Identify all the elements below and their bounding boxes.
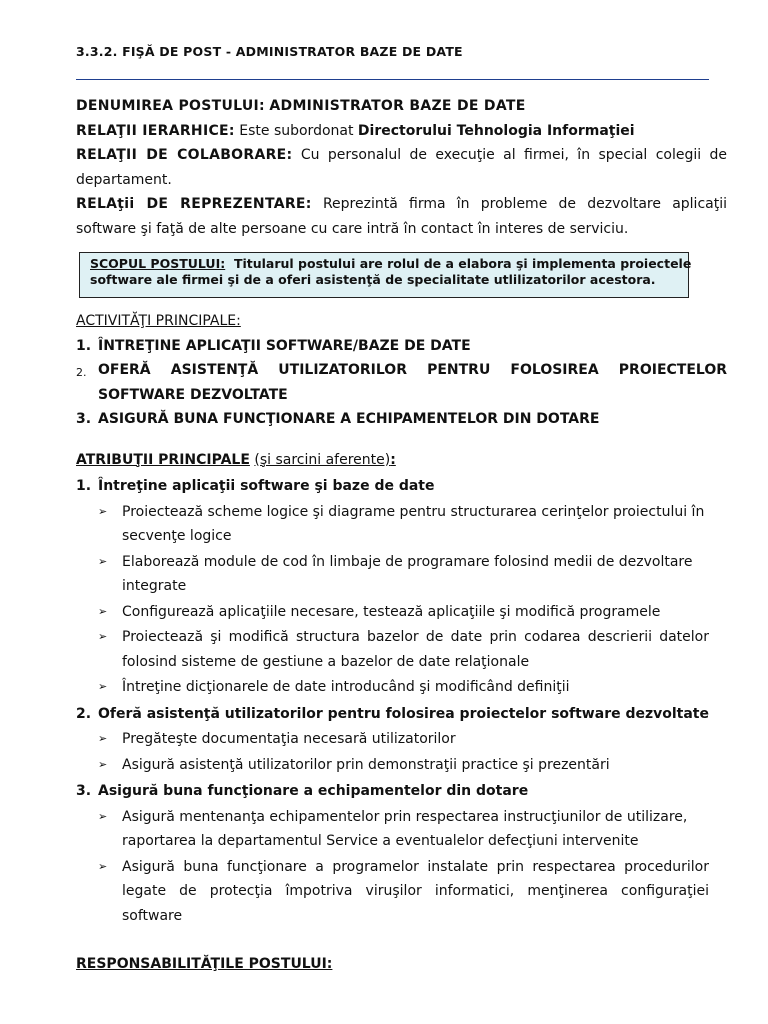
representation-text: Reprezintă firma în probleme de dezvoltare aplicaţii software şi faţă de alte persoane cu care intră în contact în interes de serviciu. <box>76 196 727 237</box>
attribution-number: 1. <box>76 478 92 494</box>
scope-box <box>79 252 692 298</box>
hierarchy-label: RELAŢII IERARHICE: <box>76 122 235 139</box>
post-name-value: ADMINISTRATOR BAZE DE DATE <box>269 98 526 114</box>
scope-line-1 <box>90 256 692 272</box>
list-item <box>76 855 727 929</box>
attributions-title-main: ATRIBUŢII PRINCIPALE <box>76 451 250 468</box>
activity-text: OFERĂ ASISTENŢĂ UTILIZATORILOR PENTRU FOLOSIREA PROIECTELOR SOFTWARE DEZVOLTATE <box>98 362 727 403</box>
attribution-group-title <box>76 702 727 727</box>
activities-title: ACTIVITĂŢI PRINCIPALE: <box>76 313 241 329</box>
arrowhead-bullet-icon: ➢ <box>98 680 108 693</box>
activity-number: 1. <box>76 337 92 354</box>
attributions-title <box>76 448 727 473</box>
activity-item <box>76 358 727 407</box>
arrowhead-bullet-icon: ➢ <box>98 630 108 643</box>
collaboration-text: Cu personalul de execuţie al firmei, în special colegii de departament. <box>76 147 728 188</box>
arrowhead-bullet-icon: ➢ <box>98 732 108 745</box>
post-name-line <box>76 94 727 119</box>
list-item-text: Configurează aplicaţiile necesare, testează aplicaţiile şi modifică programele <box>122 603 661 620</box>
attribution-group-title <box>76 779 727 804</box>
list-item <box>76 675 727 700</box>
attribution-title: Întreţine aplicaţii software şi baze de date <box>98 478 435 494</box>
list-item <box>76 500 727 549</box>
collaboration-label: RELAŢII DE COLABORARE: <box>76 147 293 163</box>
attribution-group-title <box>76 474 727 499</box>
list-item-text: Proiectează şi modifică structura bazelor de date prin codarea descrierii datelor folosind sisteme de gestiune a bazelor de date relaţionale <box>122 629 709 670</box>
hierarchy-line <box>76 119 727 144</box>
activity-number: 3. <box>76 411 92 427</box>
list-item-text: Proiectează scheme logice şi diagrame pentru structurarea cerinţelor proiectului în secvenţe logice <box>122 503 705 544</box>
list-item <box>76 753 727 778</box>
activity-item <box>76 407 727 432</box>
arrowhead-bullet-icon: ➢ <box>98 859 108 873</box>
scope-text-1: Titularul postului are rolul de a elabora şi implementa proiectele <box>233 256 692 271</box>
arrowhead-bullet-icon: ➢ <box>98 604 108 618</box>
document-header: 3.3.2. FIŞĂ DE POST - ADMINISTRATOR BAZE DE DATE <box>76 44 463 59</box>
scope-text-2: software ale firmei şi de a oferi asistenţă de specialitate utlilizatorilor acestora. <box>90 272 656 287</box>
activity-number: 2. <box>76 366 87 379</box>
list-item <box>76 625 727 674</box>
list-item <box>76 727 727 752</box>
responsibilities-title: RESPONSABILITĂŢILE POSTULUI: <box>76 956 333 972</box>
arrowhead-bullet-icon: ➢ <box>98 554 108 568</box>
activity-text: ÎNTREŢINE APLICAŢII SOFTWARE/BAZE DE DATE <box>98 337 471 354</box>
attributions-title-colon: : <box>390 451 396 468</box>
document-body <box>76 94 727 977</box>
list-item-text: Asigură buna funcţionare a programelor instalate prin respectarea procedurilor legate de protecţia împotriva viruşilor informatici, menţinerea configuraţiei software <box>122 858 709 924</box>
arrowhead-bullet-icon: ➢ <box>98 809 108 823</box>
collaboration-paragraph <box>76 143 727 192</box>
arrowhead-bullet-icon: ➢ <box>98 504 108 518</box>
attributions-title-sub: (şi sarcini aferente) <box>254 451 391 468</box>
representation-paragraph <box>76 192 727 241</box>
attribution-number: 2. <box>76 705 92 722</box>
attribution-title: Asigură buna funcţionare a echipamentelor din dotare <box>98 783 529 799</box>
attribution-number: 3. <box>76 783 92 799</box>
list-item <box>76 805 727 854</box>
list-item <box>76 550 727 599</box>
hierarchy-superior: Directorului Tehnologia Informaţiei <box>357 122 635 139</box>
list-item-text: Întreţine dicţionarele de date introducând şi modificând definiţii <box>122 679 570 695</box>
attribution-title: Oferă asistenţă utilizatorilor pentru folosirea proiectelor software dezvoltate <box>98 705 709 722</box>
hierarchy-text: Este subordonat <box>239 122 354 139</box>
list-item-text: Pregăteşte documentaţia necesară utilizatorilor <box>122 731 456 747</box>
post-name-label: DENUMIREA POSTULUI: <box>76 98 265 114</box>
representation-label: RELAţii DE REPREZENTARE: <box>76 196 312 212</box>
header-rule <box>76 79 709 80</box>
activity-text: ASIGURĂ BUNA FUNCŢIONARE A ECHIPAMENTELOR DIN DOTARE <box>98 411 600 427</box>
list-item-text: Asigură mentenanţa echipamentelor prin respectarea instrucţiunilor de utilizare, raportarea la departamentul Service a eventualelor defecţiuni intervenite <box>122 808 688 849</box>
activity-item <box>76 334 727 359</box>
arrowhead-bullet-icon: ➢ <box>98 757 108 771</box>
scope-label: SCOPUL POSTULUI: <box>90 256 226 271</box>
list-item-text: Elaborează module de cod în limbaje de programare folosind medii de dezvoltare integrate <box>122 553 693 594</box>
list-item-text: Asigură asistenţă utilizatorilor prin demonstraţii practice şi prezentări <box>122 756 610 773</box>
list-item <box>76 600 727 625</box>
